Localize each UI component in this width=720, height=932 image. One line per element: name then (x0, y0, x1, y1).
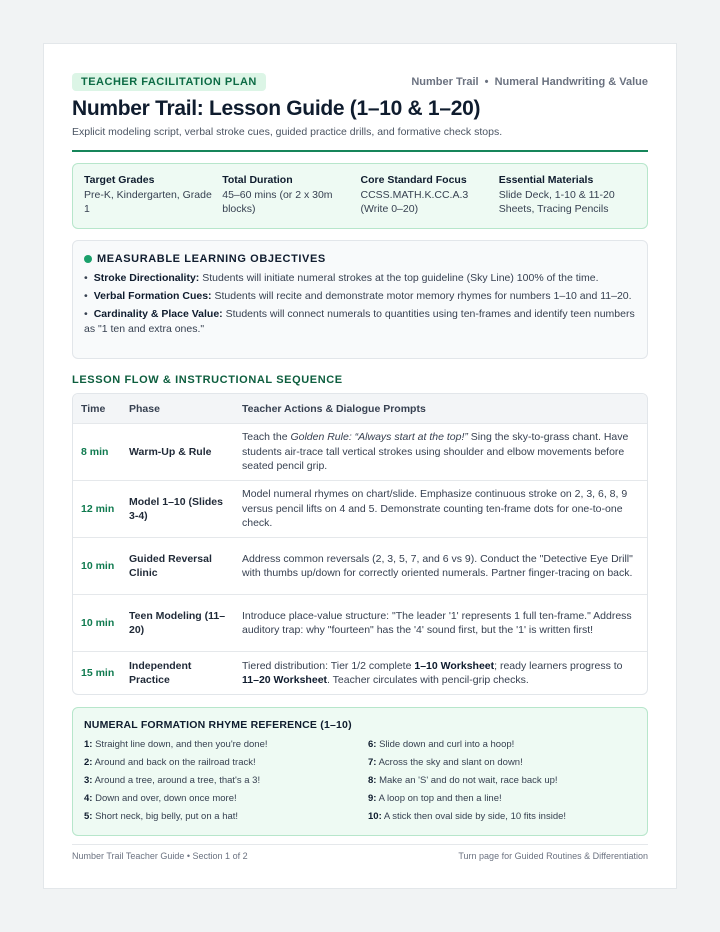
rhyme-item: 8: Make an 'S' and do not wait, race back up! (368, 775, 558, 786)
footer-left: Number Trail Teacher Guide • Section 1 of 2 (72, 851, 248, 861)
breadcrumb-right: Numeral Handwriting & Value (494, 75, 648, 88)
info-label: Total Duration (222, 174, 293, 186)
page-title: Number Trail: Lesson Guide (1–10 & 1–20) (72, 97, 481, 120)
rhyme-item: 2: Around and back on the railroad track! (84, 757, 256, 768)
objective-item: • Stroke Directionality: Students will initiate numeral strokes at the top guideline (Sky Line) 100% of the time. (84, 272, 599, 284)
breadcrumb-left: Number Trail (411, 75, 479, 88)
info-label: Target Grades (84, 174, 155, 186)
info-value: Slide Deck, 1-10 & 11-20 Sheets, Tracing Pencils (498, 189, 615, 215)
objective-item: • Cardinality & Place Value: Students will connect numerals to quantities using ten-frames and identify teen numbers as "1 ten and extra ones." (84, 308, 635, 335)
breadcrumb (411, 76, 648, 88)
page-footer (72, 844, 648, 861)
info-value: 45–60 mins (or 2 x 30m blocks) (222, 189, 333, 215)
info-standard (361, 174, 499, 218)
info-materials (499, 174, 637, 218)
rhyme-item: 7: Across the sky and slant on down! (368, 757, 523, 768)
col-time: Time (81, 402, 106, 415)
info-grades (84, 174, 222, 218)
info-panel (72, 163, 648, 229)
rhyme-item: 3: Around a tree, around a tree, that's a 3! (84, 775, 261, 786)
top-bar (72, 72, 648, 91)
objectives-heading (84, 253, 636, 265)
rhyme-reference-panel (72, 707, 648, 836)
rhyme-item: 9: A loop on top and then a line! (368, 793, 502, 804)
table-header (73, 394, 647, 423)
rhyme-item: 6: Slide down and curl into a hoop! (368, 739, 515, 750)
table-row: 12 min Model 1–10 (Slides 3-4) Model numeral rhymes on chart/slide. Emphasize continuous stroke on 2, 3, 6, 8, 9 versus pencil lifts on 4 and 5. Demonstrate counting ten-frame dots for one-to-one check. (73, 480, 647, 537)
page-subtitle: Explicit modeling script, verbal stroke cues, guided practice drills, and formative check stops. (72, 126, 503, 138)
table-row: 10 min Teen Modeling (11–20) Introduce place-value structure: "The leader '1' represents 1 full ten-frame." Address auditory trap: why "fourteen" has the '4' sound first, but the '1' is written first! (73, 594, 647, 651)
rhyme-item: 5: Short neck, big belly, put on a hat! (84, 811, 239, 822)
bullet-icon: • (84, 290, 88, 302)
breadcrumb-separator: • (484, 75, 489, 88)
sequence-heading: LESSON FLOW & INSTRUCTIONAL SEQUENCE (72, 374, 343, 386)
plan-tag: TEACHER FACILITATION PLAN (72, 73, 266, 91)
bullet-icon: • (84, 272, 88, 284)
info-duration (222, 174, 360, 218)
table-row: 8 min Warm-Up & Rule Teach the Golden Rule: “Always start at the top!” Sing the sky-to-grass chant. Have students air-trace tall vertical strokes using shoulder and elbow movements before seated pencil grip. (73, 423, 647, 480)
col-actions: Teacher Actions & Dialogue Prompts (242, 402, 426, 415)
rhyme-item: 10: A stick then oval side by side, 10 fits inside! (368, 811, 567, 822)
objectives-heading-text: MEASURABLE LEARNING OBJECTIVES (97, 253, 326, 265)
objective-item: • Verbal Formation Cues: Students will recite and demonstrate motor memory rhymes for numbers 1–10 and 11–20. (84, 290, 632, 302)
col-phase: Phase (129, 402, 160, 415)
green-dot-icon (84, 255, 92, 263)
info-label: Core Standard Focus (360, 174, 467, 186)
lesson-guide-page (43, 43, 677, 889)
rhyme-grid (84, 738, 636, 823)
info-value: Pre-K, Kindergarten, Grade 1 (84, 189, 212, 215)
footer-right: Turn page for Guided Routines & Differentiation (458, 851, 648, 861)
objectives-panel (72, 240, 648, 359)
info-label: Essential Materials (498, 174, 594, 186)
table-row: 10 min Guided Reversal Clinic Address common reversals (2, 3, 5, 7, and 6 vs 9). Conduct the "Detective Eye Drill" with thumbs up/down for correctly oriented numerals. Partner finger-tracing on back. (73, 537, 647, 594)
rhyme-heading: NUMERAL FORMATION RHYME REFERENCE (1–10) (84, 719, 352, 731)
info-value: CCSS.MATH.K.CC.A.3 (Write 0–20) (360, 189, 469, 215)
objectives-list (84, 271, 636, 337)
rhyme-item: 1: Straight line down, and then you're done! (84, 739, 268, 750)
rhyme-item: 4: Down and over, down once more! (84, 793, 237, 804)
header-divider (72, 150, 648, 152)
bullet-icon: • (84, 308, 88, 320)
table-row: 15 min Independent Practice Tiered distribution: Tier 1/2 complete 1–10 Worksheet; ready learners progress to 11–20 Worksheet. Teacher circulates with pencil-grip checks. (73, 651, 647, 694)
sequence-table (72, 393, 648, 695)
